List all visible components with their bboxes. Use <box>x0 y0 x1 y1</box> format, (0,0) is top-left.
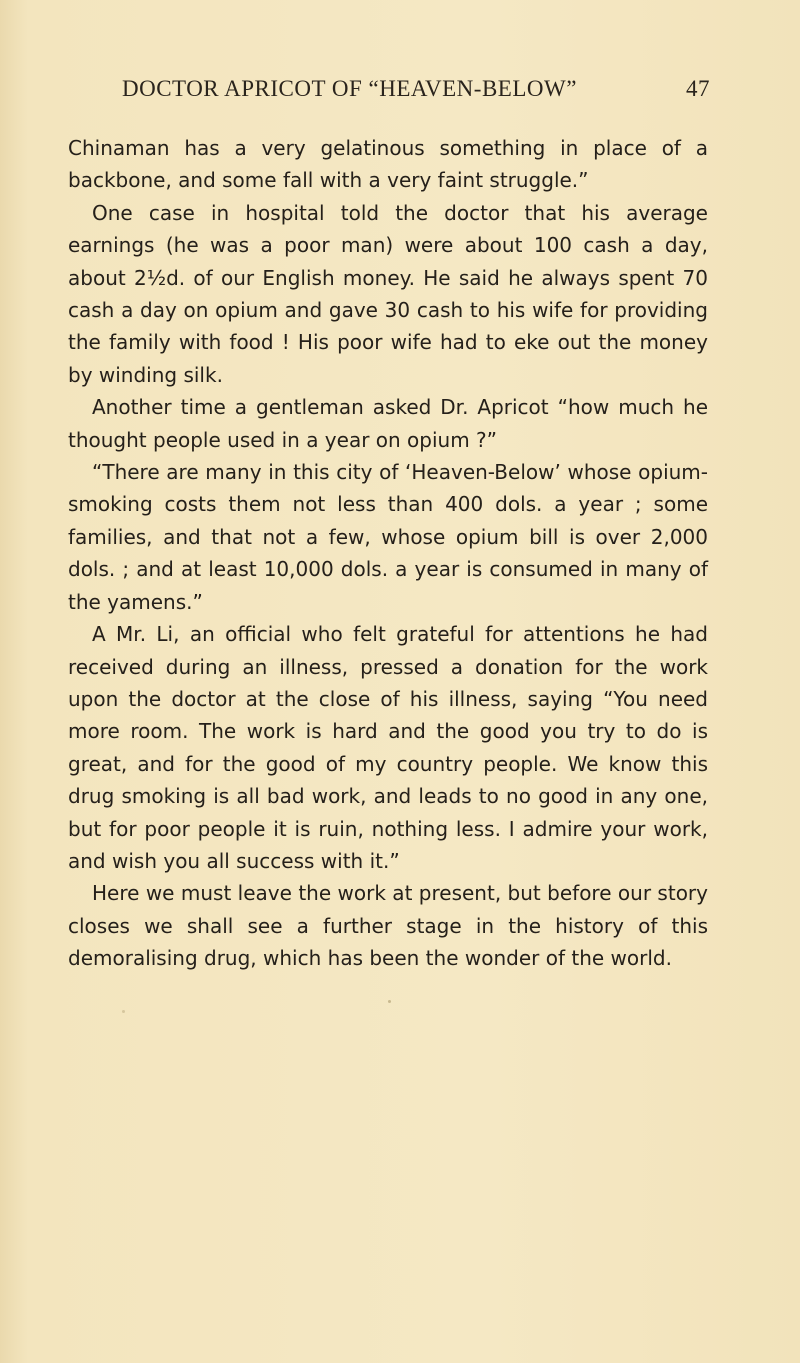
page-number: 47 <box>686 76 710 101</box>
chapter-title: DOCTOR APRICOT OF “HEAVEN-BELOW” <box>122 76 577 101</box>
paragraph: Here we must leave the work at present, but before our story closes we shall see a further stage in the history of this demoralising drug, which has been the wonder of the world. <box>68 881 708 971</box>
paragraph: Another time a gentleman asked Dr. Apricot “how much he thought people used in a year on opium ?” <box>68 395 708 452</box>
paragraph-continued: Chinaman has a very gelatinous something in place of a backbone, and some fall with a very faint struggle.” <box>68 136 708 193</box>
paper-speck <box>122 1010 125 1013</box>
paper-speck <box>388 1000 391 1003</box>
paragraph: “There are many in this city of ‘Heaven-Below’ whose opium-smoking costs them not less than 400 dols. a year ; some families, and that not a few, whose opium bill is over 2,000 dols. ; and at least 10,000 dols. a year is consumed in many of the yamens.” <box>68 460 708 614</box>
running-head <box>90 76 730 112</box>
body-text <box>68 132 708 975</box>
paragraph: A Mr. Li, an official who felt grateful for attentions he had received during an illness, pressed a donation for the work upon the doctor at the close of his illness, saying “You need more room. The work is hard and the good you try to do is great, and for the good of my country people. We know this drug smoking is all bad work, and leads to no good in any one, but for poor people it is ruin, nothing less. I admire your work, and wish you all success with it.” <box>68 622 708 873</box>
paragraph: One case in hospital told the doctor that his average earnings (he was a poor man) were about 100 cash a day, about 2½d. of our English money. He said he always spent 70 cash a day on opium and gave 30 cash to his wife for providing the family with food ! His poor wife had to eke out the money by winding silk. <box>68 200 708 387</box>
